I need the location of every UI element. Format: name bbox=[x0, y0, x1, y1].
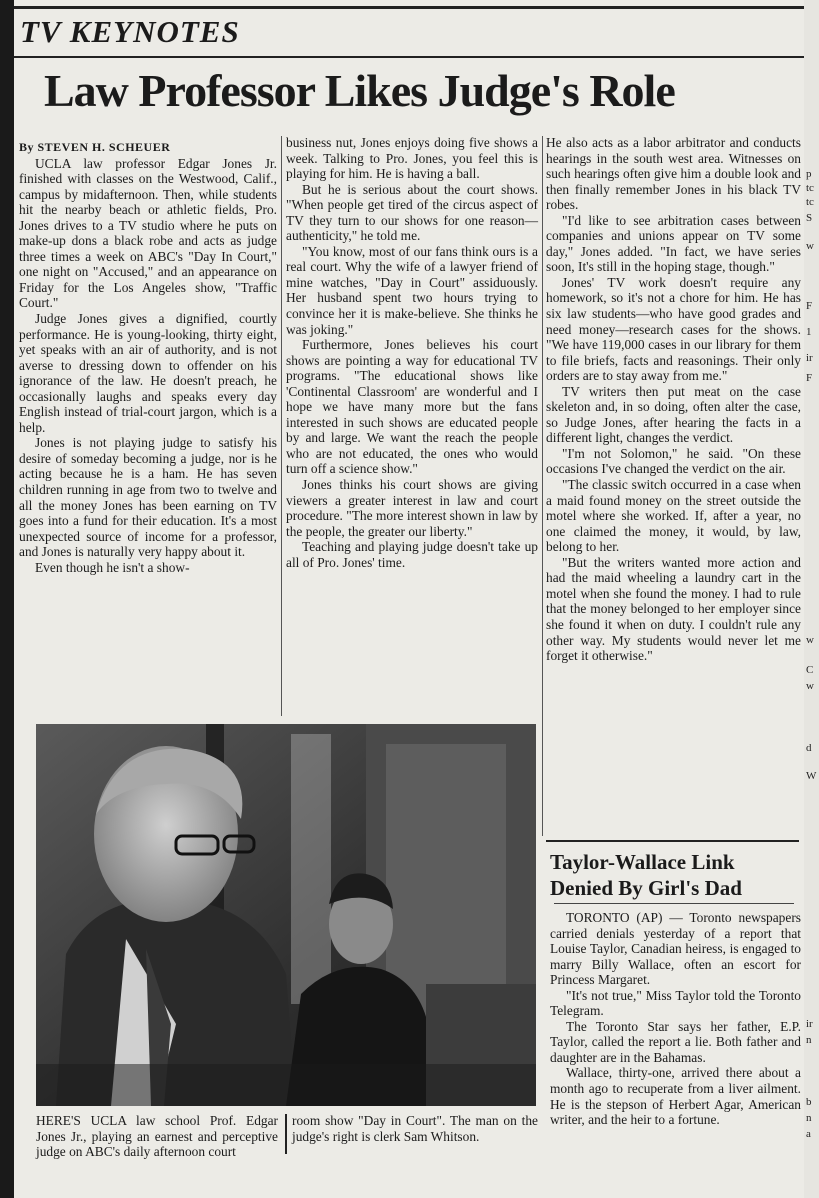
edge-text: C bbox=[806, 664, 814, 676]
paragraph: Furthermore, Jones believes his court shows are pointing a way for educational TV programs. "The educational shows like 'Continental Classroom' are wonderful and I hope we have many more but the fans interested in such shows are educated people by and large. We want the reach the people who are not educated, the ones who would turn off a science show." bbox=[286, 337, 538, 477]
column-rule bbox=[542, 136, 543, 836]
paragraph: "The classic switch occurred in a case when a maid found money on the street outside the motel where she worked. If, after a year, no one claimed the money, it would, by law, belong to her. bbox=[546, 477, 801, 555]
edge-text: 1 bbox=[806, 326, 812, 338]
paragraph: "But the writers wanted more action and had the maid wheeling a laundry cart in the motel when she found the money. I had to rule that the money belonged to her employer since she found it when on duty. I couldn't rule any other way. My students would never let me forget it otherwise." bbox=[546, 554, 801, 664]
adjacent-column-fragment bbox=[804, 0, 819, 1198]
edge-text: F bbox=[806, 300, 813, 312]
paragraph: The Toronto Star says her father, E.P. Taylor, called the report a lie. Both father and daughter are in the Bahamas. bbox=[550, 1018, 801, 1065]
edge-text: ir bbox=[806, 1018, 813, 1030]
sidebar-headline-rule bbox=[554, 903, 794, 904]
edge-text: S bbox=[806, 212, 813, 224]
paragraph: business nut, Jones enjoys doing five shows a week. Talking to Pro. Jones, you feel this is playing for him. He is having a ball. bbox=[286, 135, 538, 182]
headline: Law Professor Likes Judge's Role bbox=[44, 65, 675, 116]
edge-text: F bbox=[806, 372, 813, 384]
section-kicker: TV KEYNOTES bbox=[20, 14, 240, 49]
paragraph: "It's not true," Miss Taylor told the Toronto Telegram. bbox=[550, 987, 801, 1019]
photo-caption-part2: room show "Day in Court". The man on the judge's right is clerk Sam Whitson. bbox=[292, 1113, 538, 1144]
paragraph: UCLA law professor Edgar Jones Jr. finished with classes on the Westwood, Calif., campus by midafternoon. Then, while students hit the nearby beach or athletic fields, Pro. Jones drives to a TV studio where he puts on make-up dons a black robe and acts as judge three times a week on ABC's "Day In Court," one night on "Accused," and an appearance on Friday for the Los Angeles show, "Traffic Court." bbox=[19, 155, 277, 311]
edge-text: ir bbox=[806, 352, 813, 364]
top-rule bbox=[14, 6, 804, 9]
paragraph: Jones' TV work doesn't require any homework, so it's not a chore for him. He has six law students—who have good grades and need money—research cases for the shows. "We have 119,000 cases in our library for them to file briefs, facts and reasonings. Their only orders are to stay away from me." bbox=[546, 274, 801, 384]
paragraph: Judge Jones gives a dignified, courtly performance. He is young-looking, thirty eight, yet speaks with an air of authority, and is not averse to dressing down to offender on his ignorance of the law. He doesn't preach, he occasionally laughs and speaks every day English instead of trial-court jargon, which is a help. bbox=[19, 311, 277, 435]
edge-text: n bbox=[806, 1034, 812, 1046]
paragraph: Jones thinks his court shows are giving viewers a greater interest in law and court procedure. "The more interest shown in law by the people, the greater our liberty." bbox=[286, 477, 538, 539]
edge-text: a bbox=[806, 1128, 811, 1140]
paragraph: Even though he isn't a show- bbox=[35, 559, 190, 575]
kicker-rule bbox=[14, 56, 804, 58]
paragraph: TORONTO (AP) — Toronto newspapers carried denials yesterday of a report that Louise Taylor, Canadian heiress, is engaged to marry Billy Wallace, often an escort for Princess Margaret. bbox=[550, 910, 801, 988]
column-rule bbox=[281, 136, 282, 716]
judge-photo bbox=[36, 724, 536, 1106]
paragraph: "You know, most of our fans think ours is a real court. Why the wife of a lawyer friend of mine watches, "Day in Court" assiduously. Her husband spent two hours trying to convince her it is make-believe. She thinks he was joking." bbox=[286, 243, 538, 337]
edge-text: w bbox=[806, 634, 814, 646]
edge-text: p bbox=[806, 168, 812, 180]
article-column-2 bbox=[286, 135, 538, 570]
paragraph: "I'm not Solomon," he said. "On these occasions I've changed the verdict on the air. bbox=[546, 445, 801, 477]
edge-text: w bbox=[806, 680, 814, 692]
paragraph: But he is serious about the court shows. "When people get tired of the circus aspect of TV they turn to our shows for one reason—authenticity," he told me. bbox=[286, 181, 538, 244]
photo-image bbox=[36, 724, 536, 1106]
sidebar-story bbox=[550, 910, 801, 1128]
edge-text: W bbox=[806, 770, 817, 782]
sidebar-rule bbox=[546, 840, 799, 842]
sidebar-headline: Taylor-Wallace Link Denied By Girl's Dad bbox=[550, 850, 742, 900]
photo-caption-part1: HERE'S UCLA law school Prof. Edgar Jones Jr., playing an earnest and perceptive judge on ABC's daily afternoon court bbox=[36, 1113, 278, 1160]
edge-text: tc bbox=[806, 182, 814, 194]
edge-text: n bbox=[806, 1112, 812, 1124]
paragraph: He also acts as a labor arbitrator and conducts hearings in the south west area. Witnesses on such hearings often give him a double look and then finally remember Jones in his black TV robes. bbox=[546, 135, 801, 213]
byline: By STEVEN H. SCHEUER bbox=[19, 140, 171, 154]
paragraph: Teaching and playing judge doesn't take up all of Pro. Jones' time. bbox=[286, 539, 538, 570]
paragraph: Wallace, thirty-one, arrived there about a month ago to recuperate from a liver ailment. He is the stepson of Herbert Agar, American writer, and the heir to a fortune. bbox=[550, 1065, 801, 1128]
paragraph: "I'd like to see arbitration cases between companies and unions appear on TV some day," Jones added. "In fact, we have series soon, It's still in the hoping stage, though." bbox=[546, 212, 801, 275]
caption-bar bbox=[285, 1114, 287, 1154]
edge-text: tc bbox=[806, 196, 814, 208]
edge-text: w bbox=[806, 240, 814, 252]
paragraph: TV writers then put meat on the case skeleton and, in so doing, often alter the case, so Judge Jones, after hearing the facts in a different light, changes the verdict. bbox=[546, 383, 801, 446]
article-column-3 bbox=[546, 135, 801, 664]
edge-text: b bbox=[806, 1096, 812, 1108]
edge-text: d bbox=[806, 742, 812, 754]
article-column-1 bbox=[19, 140, 277, 575]
paragraph: Jones is not playing judge to satisfy his desire of someday becoming a judge, nor is he acting because he is a ham. He has seven children running in age from two to twelve and all the money Jones has been earning on TV goes into a fund for their education. It's a most unexpected source of income for a professor, and Jones is naturally very happy about it. bbox=[19, 435, 277, 560]
newspaper-page bbox=[14, 0, 804, 1198]
